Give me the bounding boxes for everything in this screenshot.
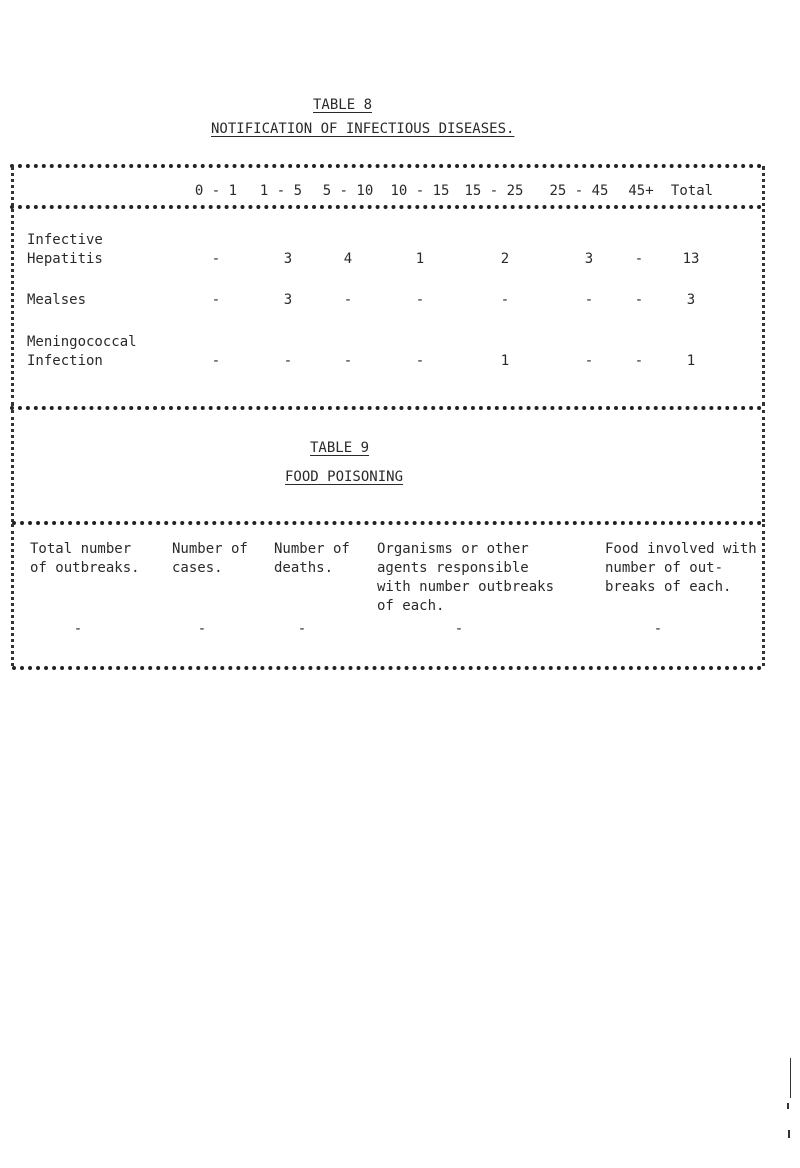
header-line: Food involved with: [605, 541, 757, 557]
row-label-line1: Meningococcal: [27, 334, 137, 350]
col-header-1-5: 1 - 5: [259, 183, 303, 199]
table9-left-rule: [11, 524, 14, 666]
header-line: Number of: [274, 541, 350, 557]
table8-title: TABLE 8: [313, 97, 373, 113]
table-cell: -: [454, 621, 464, 637]
col-header-25-45: 25 - 45: [549, 183, 609, 199]
row-label-line2: Infection: [27, 353, 103, 369]
scan-speck: [790, 1058, 791, 1098]
table-cell: 1: [686, 353, 696, 369]
table-cell: -: [73, 621, 83, 637]
table8-top-rule: [10, 164, 762, 168]
table8-subtitle: NOTIFICATION OF INFECTIOUS DISEASES.: [211, 121, 515, 137]
table-cell: -: [634, 353, 644, 369]
table-cell: 4: [343, 251, 353, 267]
table-cell: -: [584, 353, 594, 369]
col-header-total: Total: [670, 183, 714, 199]
header-line: number of out-: [605, 560, 724, 576]
table-cell: -: [197, 621, 207, 637]
table-cell: 1: [500, 353, 510, 369]
table-cell: -: [343, 292, 353, 308]
table9-header-organisms: [377, 540, 554, 616]
table-cell: 13: [682, 251, 700, 267]
table-cell: -: [634, 292, 644, 308]
table-cell: -: [415, 292, 425, 308]
row-label-line2: Mealses: [27, 292, 87, 308]
header-line: with number outbreaks: [377, 579, 555, 595]
table-cell: -: [584, 292, 594, 308]
table-cell: -: [283, 353, 293, 369]
table-cell: 2: [500, 251, 510, 267]
header-line: of outbreaks.: [30, 560, 140, 576]
header-line: Organisms or other: [377, 541, 529, 557]
header-line: deaths.: [274, 560, 334, 576]
table8-left-rule: [11, 166, 14, 406]
header-line: Number of: [172, 541, 248, 557]
table-cell: 3: [283, 251, 293, 267]
table9-bottom-rule: [12, 666, 762, 670]
table-cell: -: [653, 621, 663, 637]
table8-header-rule: [10, 205, 762, 209]
table-cell: 3: [584, 251, 594, 267]
col-header-45plus: 45+: [628, 183, 654, 199]
header-line: agents responsible: [377, 560, 529, 576]
left-rail: [11, 410, 14, 522]
table-cell: -: [500, 292, 510, 308]
col-header-10-15: 10 - 15: [390, 183, 450, 199]
row-label-line1: Infective: [27, 232, 103, 248]
table-cell: -: [343, 353, 353, 369]
table9-top-rule: [12, 521, 762, 525]
scan-speck: [787, 1103, 789, 1109]
table9-right-rule: [762, 524, 765, 666]
table-cell: -: [297, 621, 307, 637]
table-cell: -: [634, 251, 644, 267]
header-line: breaks of each.: [605, 579, 732, 595]
table-cell: -: [211, 292, 221, 308]
header-line: of each.: [377, 598, 445, 614]
table9-header-total-outbreaks: [30, 540, 140, 578]
header-line: cases.: [172, 560, 223, 576]
col-header-15-25: 15 - 25: [464, 183, 524, 199]
table-cell: 1: [415, 251, 425, 267]
table9-header-food: [605, 540, 757, 597]
table8-bottom-rule: [10, 406, 762, 410]
table9-subtitle: FOOD POISONING: [285, 469, 404, 485]
table-cell: -: [211, 251, 221, 267]
table9-title: TABLE 9: [310, 440, 370, 456]
table9-header-cases: [172, 540, 248, 578]
row-label-line2: Hepatitis: [27, 251, 103, 267]
table-cell: 3: [686, 292, 696, 308]
col-header-0-1: 0 - 1: [194, 183, 238, 199]
col-header-5-10: 5 - 10: [322, 183, 374, 199]
table-cell: 3: [283, 292, 293, 308]
table-cell: -: [211, 353, 221, 369]
table8-right-rule: [762, 166, 765, 406]
header-line: Total number: [30, 541, 132, 557]
scan-speck: [788, 1130, 790, 1138]
table-cell: -: [415, 353, 425, 369]
table9-header-deaths: [274, 540, 350, 578]
right-rail: [762, 410, 765, 522]
